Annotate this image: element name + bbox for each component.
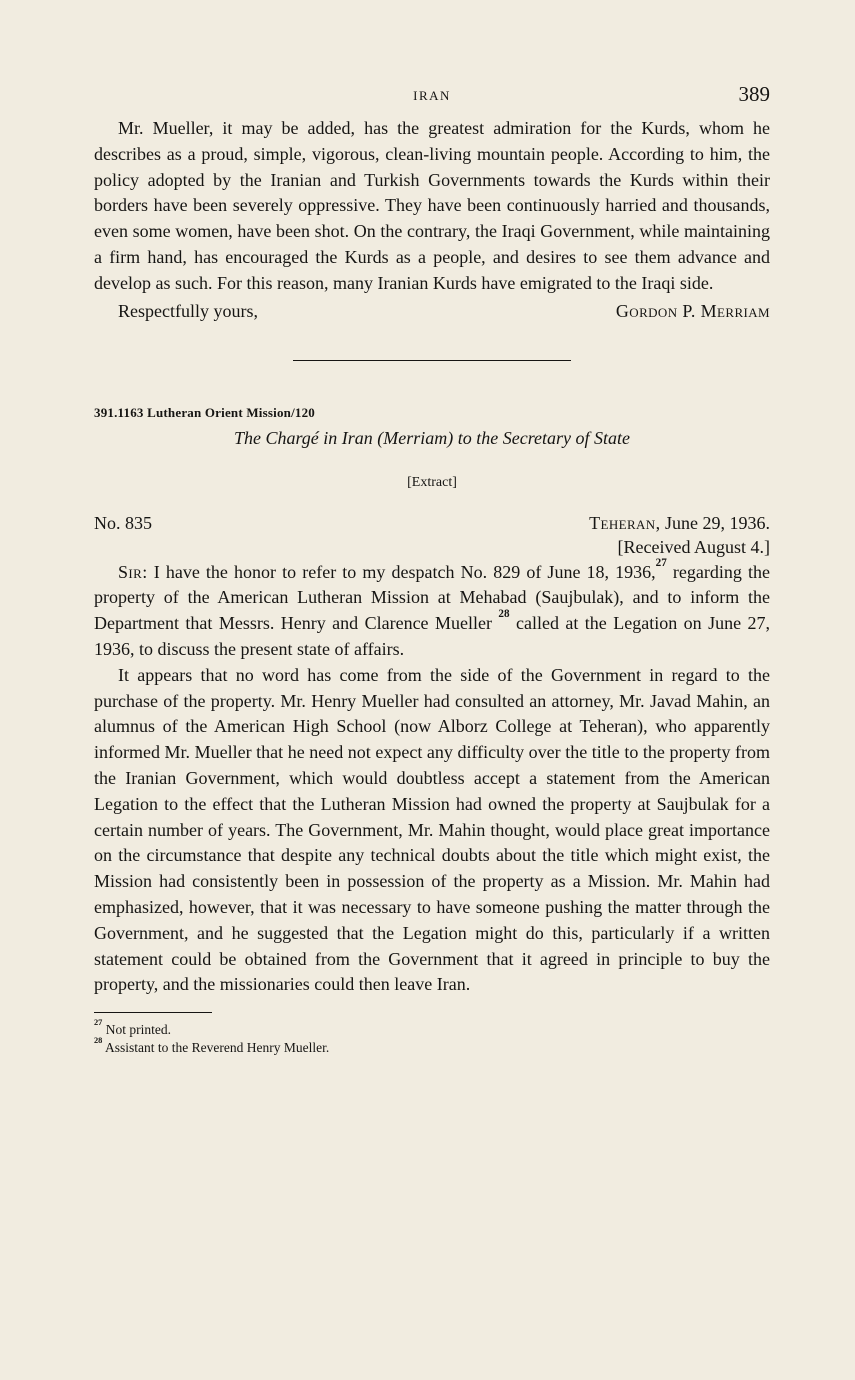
received-line: [Received August 4.] [617,536,770,557]
signature: Gordon P. Merriam [615,300,770,321]
footnote-reference-28: 28 [498,608,510,621]
running-header [94,82,770,110]
extract-label: [Extract] [407,474,457,490]
footnote-marker-27: 27 [94,1017,103,1027]
paragraph-1-text-b: regarding the property of the American Lutheran Mission at Mehabad (Saujbulak), and to inform the Department that Messrs. Henry and Clarence Mueller [94,561,770,634]
paragraph-1-text-c: called at the Legation on June 27, 1936, to discuss the present state of affairs. [94,613,770,659]
dateline-date: June 29, 1936. [660,512,770,533]
footnote-text-27: Not printed. [105,1022,171,1038]
footnote-28 [94,1035,770,1057]
document-heading: The Chargé in Iran (Merriam) to the Secretary of State [233,427,631,448]
paragraph-1 [94,556,770,663]
letter-closing-line [94,298,770,324]
dateline [589,513,770,534]
document-number: No. 835 [94,512,152,533]
section-divider-rule [293,360,571,361]
paragraph-2: It appears that no word has come from the side of the Government in regard to the purchase of the property. Mr. Henry Mueller had consulted an attorney, Mr. Javad Mahin, an alumnus of the American High School (now Alborz College at Teheran), who apparently informed Mr. Mueller that he need not expect any difficulty over the title to the property from the Iranian Government, which would doubtless accept a statement from the American Legation to the effect that the Lutheran Mission had owned the property at Saujbulak for a certain number of years. The Government, Mr. Mahin thought, would place great importance on the circumstance that despite any technical doubts about the title which might exist, the Mission had consistently been in possession of the property as a Mission. Mr. Mahin had emphasized, however, that it was necessary to have someone pushing the matter through the Government, and he suggested that the Legation might do this, particularly if a written statement could be obtained from the Government that it agreed in principle to buy the property, and the missionaries could then leave Iran. [94,664,770,995]
running-head-title: IRAN [413,88,451,103]
footnote-rule [94,1012,212,1013]
page-number: 389 [738,82,770,106]
footnote-text-28: Assistant to the Reverend Henry Mueller. [105,1040,330,1056]
file-reference: 391.1163 Lutheran Orient Mission/120 [94,404,315,420]
dateline-place: Teheran, [589,512,661,533]
footnote-reference-27: 27 [655,556,667,569]
document-meta-line [94,513,770,534]
letter-body-paragraph: Mr. Mueller, it may be added, has the greatest admiration for the Kurds, whom he describes as a proud, simple, vigorous, clean-living mountain people. According to him, the policy adopted by the Iranian and Turkish Governments towards the Kurds within their borders have been severely oppressive. They have been continuously harried and thousands, even some women, have been shot. On the contrary, the Iraqi Government, while maintaining a firm hand, has encouraged the Kurds as a people, and desires to see them advance and develop as such. For this reason, many Iranian Kurds have emigrated to the Iraqi side. [94,118,770,293]
footnotes-section [94,1012,770,1057]
footnote-marker-28: 28 [94,1035,103,1045]
footnote-27 [94,1017,770,1039]
paragraph-1-text-a: I have the honor to refer to my despatch No. 829 of June 18, 1936, [147,561,656,582]
salutation: Sir: [118,561,148,582]
closing-text: Respectfully yours, [118,300,258,321]
